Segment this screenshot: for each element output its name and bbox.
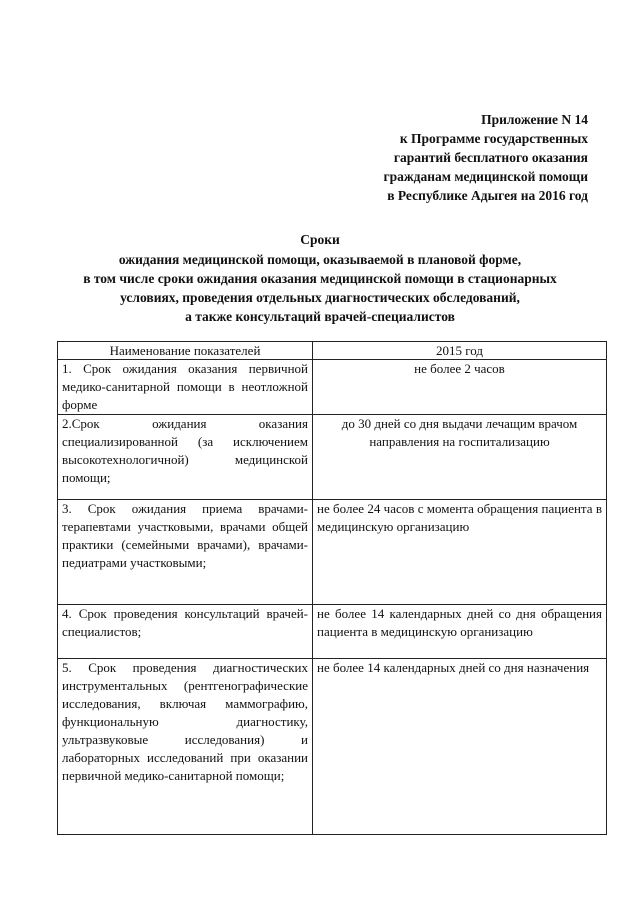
value-cell: не более 14 календарных дней со дня обращения пациента в медицинскую организацию xyxy=(313,605,607,659)
title-line: а также консультаций врачей-специалистов xyxy=(185,309,455,324)
title-line: в том числе сроки ожидания оказания медицинской помощи в стационарных xyxy=(83,271,557,286)
value-cell: не более 24 часов с момента обращения пациента в медицинскую организацию xyxy=(313,500,607,605)
appendix-line: Приложение N 14 xyxy=(481,112,588,127)
indicator-cell: 5. Срок проведения диагностических инструментальных (рентгенографические исследования, включая маммографию, функциональную диагностику, ультразвуковые исследования) и лабораторных исследований при оказании первичной медико-санитарной помощи; xyxy=(58,659,313,835)
indicator-cell: 3. Срок ожидания приема врачами-терапевтами участковыми, врачами общей практики (семейными врачами), врачами-педиатрами участковыми; xyxy=(58,500,313,605)
waiting-terms-table xyxy=(57,341,607,835)
table-row xyxy=(58,659,607,835)
appendix-line: в Республике Адыгея на 2016 год xyxy=(387,188,588,203)
indicator-cell: 1. Срок ожидания оказания первичной медико-санитарной помощи в неотложной форме xyxy=(58,360,313,415)
indicator-cell: 4. Срок проведения консультаций врачей-специалистов; xyxy=(58,605,313,659)
appendix-line: к Программе государственных xyxy=(399,131,588,146)
appendix-line: гарантий бесплатного оказания xyxy=(393,150,588,165)
table-row xyxy=(58,500,607,605)
title-line: ожидания медицинской помощи, оказываемой в плановой форме, xyxy=(118,252,522,267)
title-heading: Сроки xyxy=(300,232,340,247)
appendix-header xyxy=(288,110,588,205)
table-header-row xyxy=(58,342,607,360)
table-row xyxy=(58,605,607,659)
table-row xyxy=(58,415,607,500)
appendix-line: гражданам медицинской помощи xyxy=(383,169,588,184)
value-cell: не более 14 календарных дней со дня назначения xyxy=(313,659,607,835)
column-header-indicator: Наименование показателей xyxy=(58,342,313,360)
indicator-cell: 2.Срок ожидания оказания специализированной (за исключением высокотехнологичной) медицинской помощи; xyxy=(58,415,313,500)
column-header-year: 2015 год xyxy=(313,342,607,360)
document-title xyxy=(40,230,600,326)
value-cell: не более 2 часов xyxy=(313,360,607,415)
value-cell: до 30 дней со дня выдачи лечащим врачом направления на госпитализацию xyxy=(313,415,607,500)
table-row xyxy=(58,360,607,415)
title-line: условиях, проведения отдельных диагностических обследований, xyxy=(120,290,520,305)
